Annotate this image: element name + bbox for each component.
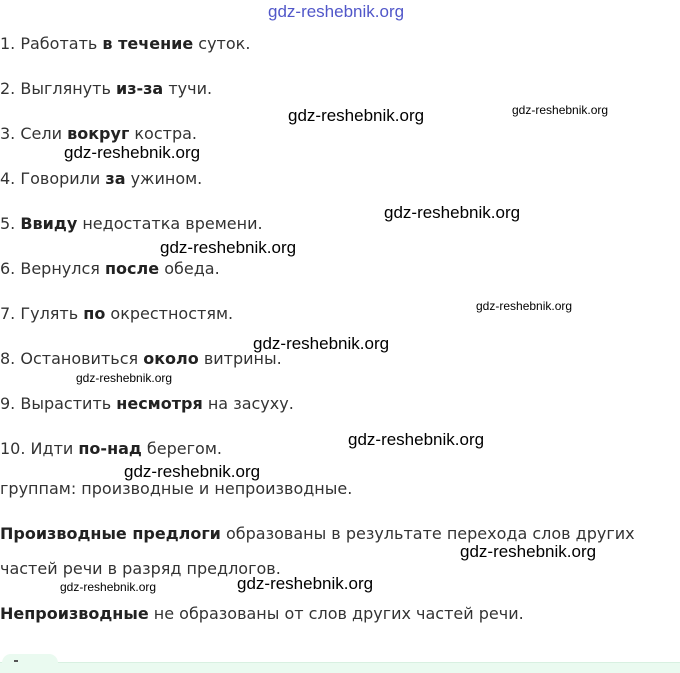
watermark: gdz-reshebnik.org <box>384 203 521 222</box>
groups-line: группам: производные и непроизводные. <box>0 479 353 498</box>
derived-line-2: частей речи в разряд предлогов. <box>0 559 281 578</box>
watermark: gdz-reshebnik.org <box>160 238 297 257</box>
watermark: gdz-reshebnik.org <box>288 106 425 125</box>
watermark: gdz-reshebnik.org <box>476 299 573 313</box>
watermark: gdz-reshebnik.org <box>64 143 201 162</box>
nonderived-line: Непроизводные не образованы от слов других частей речи. <box>0 604 524 623</box>
example-line-3: 3. Сели вокруг костра. <box>0 124 197 143</box>
example-line-8: 8. Остановиться около витрины. <box>0 349 282 368</box>
example-line-9: 9. Вырастить несмотря на засуху. <box>0 394 294 413</box>
watermark: gdz-reshebnik.org <box>237 574 374 593</box>
example-line-1: 1. Работать в течение суток. <box>0 34 251 53</box>
top-watermark: gdz-reshebnik.org <box>268 2 405 21</box>
watermark: gdz-reshebnik.org <box>512 103 609 117</box>
watermark: gdz-reshebnik.org <box>76 371 173 385</box>
example-line-2: 2. Выглянуть из-за тучи. <box>0 79 213 98</box>
watermark: gdz-reshebnik.org <box>348 430 485 449</box>
example-line-4: 4. Говорили за ужином. <box>0 169 203 188</box>
footer-bar <box>0 662 680 673</box>
footer-pill[interactable] <box>2 654 58 672</box>
watermark: gdz-reshebnik.org <box>460 542 597 561</box>
watermark: gdz-reshebnik.org <box>253 334 390 353</box>
watermark: gdz-reshebnik.org <box>60 580 157 594</box>
example-line-5: 5. Ввиду недостатка времени. <box>0 214 263 233</box>
example-line-6: 6. Вернулся после обеда. <box>0 259 220 278</box>
derived-line-1: Производные предлоги образованы в результате перехода слов других <box>0 524 635 543</box>
example-line-7: 7. Гулять по окрестностям. <box>0 304 234 323</box>
watermark: gdz-reshebnik.org <box>124 462 261 481</box>
dash-icon <box>14 660 18 662</box>
example-line-10: 10. Идти по-над берегом. <box>0 439 222 458</box>
